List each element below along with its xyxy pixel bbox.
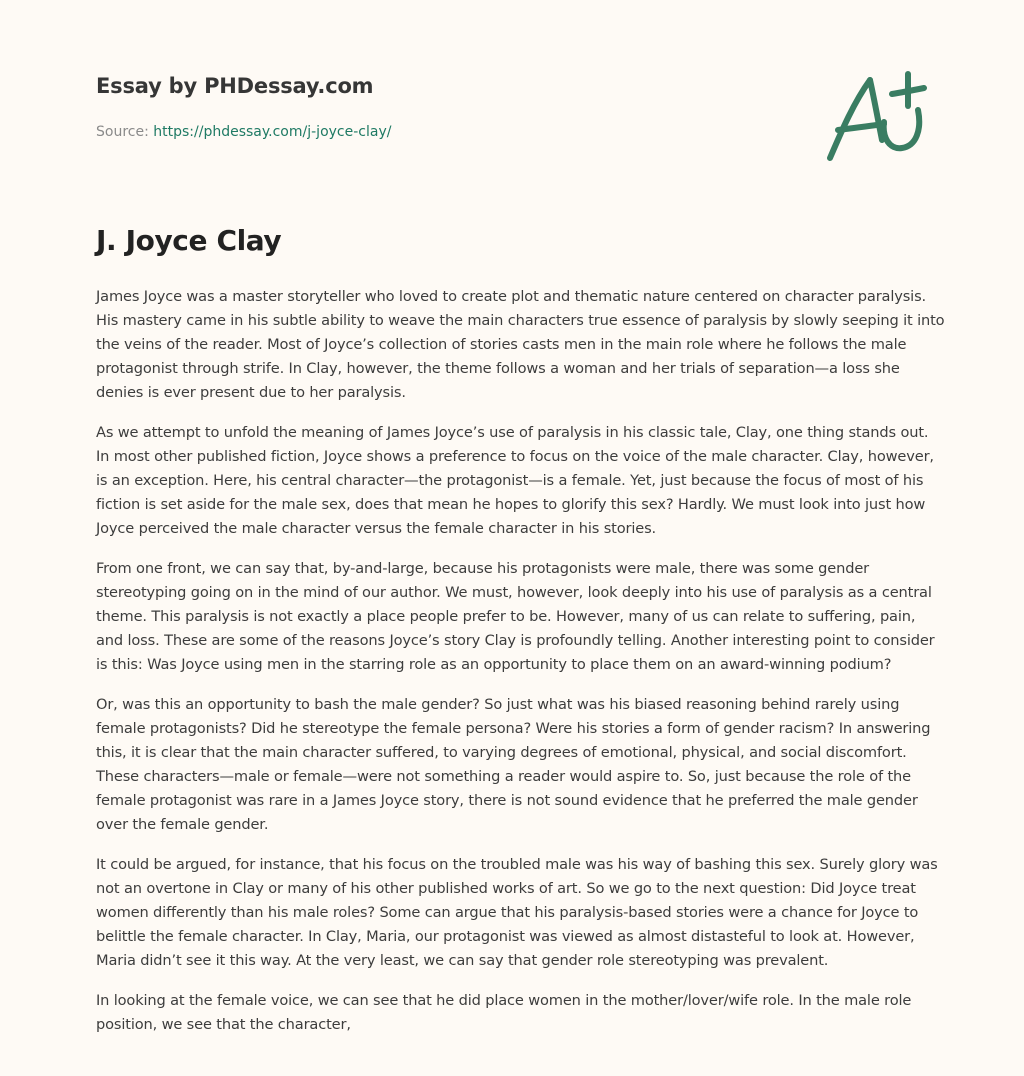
essay-body [96,285,946,1053]
essay-paragraph: James Joyce was a master storyteller who loved to create plot and thematic nature centered on character paralysis. His mastery came in his subtle ability to weave the main characters true essence of paralysis by slowly seeping it into the veins of the reader. Most of Joyce’s collection of stories casts men in the main role where he follows the male protagonist through strife. In Clay, however, the theme follows a woman and her trials of separation—a loss she denies is ever present due to her paralysis. [96,288,945,401]
site-title: Essay by PHDessay.com [96,74,374,98]
essay-title: J. Joyce Clay [96,224,282,257]
essay-paragraph: From one front, we can say that, by-and-large, because his protagonists were male, there was some gender stereotyping going on in the mind of our author. We must, however, look deeply into his use of paralysis as a central theme. This paralysis is not exactly a place people prefer to be. However, many of us can relate to suffering, pain, and loss. These are some of the reasons Joyce’s story Clay is profoundly telling. Another interesting point to consider is this: Was Joyce using men in the starring role as an opportunity to place them on an award-winning podium? [96,560,935,673]
source-line [96,124,391,140]
source-link[interactable]: https://phdessay.com/j-joyce-clay/ [153,124,392,140]
page-header [96,74,936,140]
essay-paragraph: In looking at the female voice, we can see that he did place women in the mother/lover/wife role. In the male role position, we see that the character, [96,992,912,1033]
source-label: Source: [96,124,154,140]
essay-paragraph: As we attempt to unfold the meaning of James Joyce’s use of paralysis in his classic tale, Clay, one thing stands out. In most other published fiction, Joyce shows a preference to focus on the voice of the male character. Clay, however, is an exception. Here, his central character—the protagonist—is a female. Yet, just because the focus of most of his fiction is set aside for the male sex, does that mean he hopes to glorify this sex? Hardly. We must look into just how Joyce perceived the male character versus the female character in his stories. [96,424,934,537]
a-plus-grade-icon [822,68,928,164]
essay-paragraph: Or, was this an opportunity to bash the male gender? So just what was his biased reasoning behind rarely using female protagonists? Did he stereotype the female persona? Were his stories a form of gender racism? In answering this, it is clear that the main character suffered, to varying degrees of emotional, physical, and social discomfort. These characters—male or female—were not something a reader would aspire to. So, just because the role of the female protagonist was rare in a James Joyce story, there is not sound evidence that he preferred the male gender over the female gender. [96,696,931,833]
essay-paragraph: It could be argued, for instance, that his focus on the troubled male was his way of bashing this sex. Surely glory was not an overtone in Clay or many of his other published works of art. So we go to the next question: Did Joyce treat women differently than his male roles? Some can argue that his paralysis-based stories were a chance for Joyce to belittle the female character. In Clay, Maria, our protagonist was viewed as almost distasteful to look at. However, Maria didn’t see it this way. At the very least, we can say that gender role stereotyping was prevalent. [96,856,938,969]
